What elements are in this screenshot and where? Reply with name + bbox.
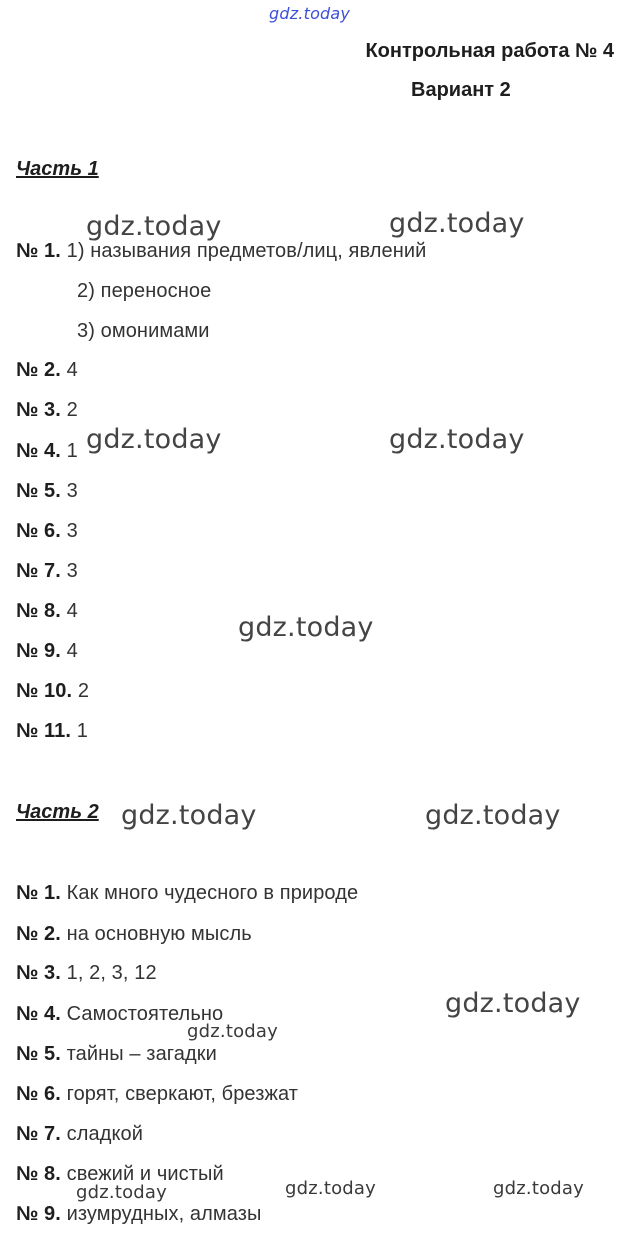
- list-item: [16, 1203, 261, 1226]
- answer-text: 1) называния предметов/лиц, явлений: [66, 240, 427, 262]
- answer-text: 1: [76, 720, 88, 742]
- list-item: [16, 923, 252, 946]
- answer-number: № 6.: [16, 1083, 61, 1105]
- answer-text: сладкой: [66, 1123, 144, 1145]
- answer-number: № 7.: [16, 560, 61, 582]
- answer-text: на основную мысль: [66, 923, 252, 945]
- part1-heading: Часть 1: [16, 158, 99, 180]
- list-item: [16, 480, 78, 503]
- list-item: [77, 320, 210, 343]
- watermark: gdz.today: [86, 211, 222, 242]
- answer-text: Самостоятельно: [66, 1003, 224, 1025]
- answer-text: 1: [66, 440, 78, 462]
- list-item: [16, 1123, 143, 1146]
- answer-text: 3: [66, 560, 78, 582]
- answer-number: № 8.: [16, 1163, 61, 1185]
- watermark: gdz.today: [425, 800, 561, 831]
- list-item: [16, 560, 78, 583]
- answer-number: № 9.: [16, 1203, 61, 1225]
- watermark: gdz.today: [445, 988, 581, 1019]
- answer-number: № 1.: [16, 240, 61, 262]
- answer-number: № 4.: [16, 1003, 61, 1025]
- list-item: [16, 1043, 217, 1066]
- list-item: [16, 399, 78, 422]
- answer-text: 2: [77, 680, 90, 702]
- answer-number: № 9.: [16, 640, 61, 662]
- answer-number: № 6.: [16, 520, 61, 542]
- answer-text: 1, 2, 3, 12: [66, 962, 157, 984]
- answer-text: 3) омонимами: [77, 320, 210, 342]
- answer-number: № 10.: [16, 680, 73, 702]
- answer-number: № 7.: [16, 1123, 61, 1145]
- answer-number: № 8.: [16, 600, 61, 622]
- answer-text: 3: [66, 520, 78, 542]
- answer-number: № 1.: [16, 882, 61, 904]
- answer-number: № 5.: [16, 480, 61, 502]
- answer-text: 4: [66, 359, 78, 381]
- watermark: gdz.today: [389, 424, 525, 455]
- list-item: [16, 1083, 298, 1106]
- answer-text: 2) переносное: [77, 280, 212, 302]
- answer-text: свежий и чистый: [66, 1163, 224, 1185]
- watermark: gdz.today: [493, 1178, 585, 1199]
- list-item: [16, 520, 78, 543]
- list-item: [16, 720, 88, 743]
- document-title: Контрольная работа № 4: [365, 40, 614, 62]
- watermark: gdz.today: [121, 800, 257, 831]
- list-item: [77, 280, 211, 303]
- answer-text: 2: [66, 399, 78, 421]
- list-item: [16, 680, 89, 703]
- answer-number: № 3.: [16, 399, 61, 421]
- watermark: gdz.today: [76, 1182, 168, 1203]
- watermark: gdz.today: [285, 1178, 377, 1199]
- answer-number: № 2.: [16, 923, 61, 945]
- list-item: [16, 640, 78, 663]
- answer-number: № 4.: [16, 440, 61, 462]
- answer-number: № 2.: [16, 359, 61, 381]
- watermark: gdz.today: [269, 4, 351, 23]
- part2-heading: Часть 2: [16, 801, 99, 823]
- watermark: gdz.today: [389, 208, 525, 239]
- answer-text: горят, сверкают, брезжат: [66, 1083, 299, 1105]
- answer-text: 3: [66, 480, 78, 502]
- answer-text: Как много чудесного в природе: [66, 882, 359, 904]
- list-item: [16, 882, 358, 905]
- list-item: [16, 962, 157, 985]
- answer-text: изумрудных, алмазы: [66, 1203, 262, 1225]
- answer-number: № 3.: [16, 962, 61, 984]
- list-item: [16, 240, 426, 263]
- answer-number: № 11.: [16, 720, 72, 742]
- answer-number: № 5.: [16, 1043, 61, 1065]
- watermark: gdz.today: [238, 612, 374, 643]
- watermark: gdz.today: [187, 1021, 279, 1042]
- answer-text: 4: [66, 600, 78, 622]
- variant-title: Вариант 2: [411, 79, 511, 101]
- answer-text: тайны – загадки: [66, 1043, 217, 1065]
- answer-text: 4: [66, 640, 78, 662]
- list-item: [16, 359, 78, 382]
- watermark: gdz.today: [86, 424, 222, 455]
- list-item: [16, 440, 78, 463]
- list-item: [16, 600, 78, 623]
